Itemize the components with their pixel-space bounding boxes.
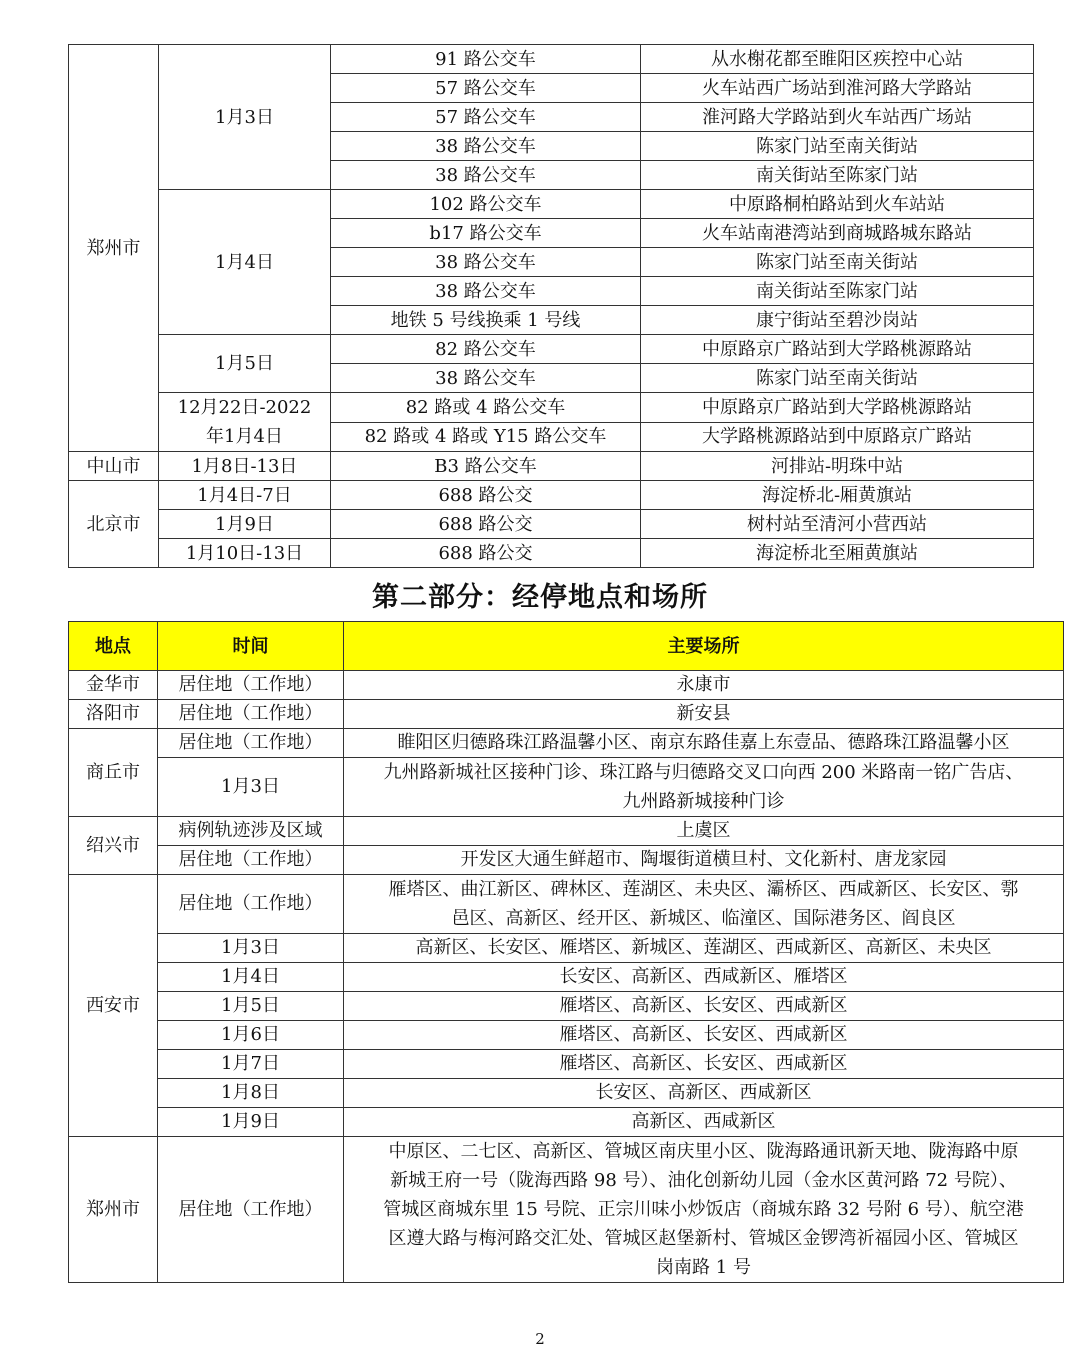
date-cell: 1月5日 — [159, 335, 331, 393]
table-row — [69, 758, 1064, 817]
venue-cell: 长安区、高新区、西咸新区 — [344, 1079, 1064, 1108]
venue-cell: 长安区、高新区、西咸新区、雁塔区 — [344, 963, 1064, 992]
venue-cell: 睢阳区归德路珠江路温馨小区、南京东路佳嘉上东壹品、德路珠江路温馨小区 — [344, 729, 1064, 758]
date-cell: 1月9日 — [159, 510, 331, 539]
venue-cell: 新安县 — [344, 700, 1064, 729]
route-cell: 82 路或 4 路公交车 — [331, 393, 641, 423]
segment-cell: 陈家门站至南关街站 — [641, 364, 1034, 393]
time-cell: 1月3日 — [158, 758, 344, 817]
table-row — [69, 846, 1064, 875]
segment-cell: 南关街站至陈家门站 — [641, 161, 1034, 190]
segment-cell: 陈家门站至南关街站 — [641, 248, 1034, 277]
segment-cell: 火车站西广场站到淮河路大学路站 — [641, 74, 1034, 103]
city-cell: 西安市 — [69, 875, 158, 1137]
table-row — [69, 992, 1064, 1021]
time-cell: 病例轨迹涉及区域 — [158, 817, 344, 846]
time-cell: 居住地（工作地） — [158, 1137, 344, 1283]
venue-cell — [344, 1137, 1064, 1283]
venue-cell: 开发区大通生鲜超市、陶堰街道横旦村、文化新村、唐龙家园 — [344, 846, 1064, 875]
venue-cell: 上虞区 — [344, 817, 1064, 846]
table-row — [69, 190, 1034, 219]
route-cell: 38 路公交车 — [331, 277, 641, 306]
city-cell: 郑州市 — [69, 1137, 158, 1283]
segment-cell: 淮河路大学路站到火车站西广场站 — [641, 103, 1034, 132]
segment-cell: 康宁街站至碧沙岗站 — [641, 306, 1034, 335]
venue-cell: 雁塔区、高新区、长安区、西咸新区 — [344, 1050, 1064, 1079]
venue-cell: 高新区、长安区、雁塔区、新城区、莲湖区、西咸新区、高新区、未央区 — [344, 934, 1064, 963]
route-cell: 38 路公交车 — [331, 364, 641, 393]
time-cell: 居住地（工作地） — [158, 729, 344, 758]
venue-cell — [344, 875, 1064, 934]
route-cell: 38 路公交车 — [331, 161, 641, 190]
segment-cell: 火车站南港湾站到商城路城东路站 — [641, 219, 1034, 248]
venue-cell: 雁塔区、高新区、长安区、西咸新区 — [344, 992, 1064, 1021]
time-cell: 居住地（工作地） — [158, 700, 344, 729]
venue-cell — [344, 758, 1064, 817]
route-cell: 688 路公交 — [331, 481, 641, 510]
route-cell: B3 路公交车 — [331, 452, 641, 481]
table-row — [69, 1050, 1064, 1079]
segment-cell: 大学路桃源路站到中原路京广路站 — [641, 422, 1034, 452]
date-line-2: 年1月4日 — [206, 426, 283, 447]
table-row — [69, 481, 1034, 510]
table-row — [69, 817, 1064, 846]
table-row — [69, 1108, 1064, 1137]
table-row — [69, 393, 1034, 423]
venue-cell: 永康市 — [344, 671, 1064, 700]
city-cell: 商丘市 — [69, 729, 158, 817]
date-line-1: 12月22日-2022 — [177, 397, 312, 418]
city-cell: 中山市 — [69, 452, 159, 481]
route-cell: 38 路公交车 — [331, 132, 641, 161]
venue-line: 雁塔区、曲江新区、碑林区、莲湖区、未央区、灞桥区、西咸新区、长安区、鄠 — [388, 879, 1019, 900]
route-cell: b17 路公交车 — [331, 219, 641, 248]
venue-line: 九州路新城接种门诊 — [622, 791, 785, 812]
segment-cell: 海淀桥北-厢黄旗站 — [641, 481, 1034, 510]
date-cell: 1月3日 — [159, 45, 331, 190]
section-title: 第二部分：经停地点和场所 — [372, 582, 708, 613]
time-cell: 1月4日 — [158, 963, 344, 992]
time-cell: 1月7日 — [158, 1050, 344, 1079]
table-row — [69, 539, 1034, 568]
segment-cell: 陈家门站至南关街站 — [641, 132, 1034, 161]
table-row — [69, 452, 1034, 481]
segment-cell: 从水榭花都至睢阳区疾控中心站 — [641, 45, 1034, 74]
table-row — [69, 510, 1034, 539]
route-cell: 102 路公交车 — [331, 190, 641, 219]
time-cell: 居住地（工作地） — [158, 846, 344, 875]
table-row — [69, 671, 1064, 700]
segment-cell: 海淀桥北至厢黄旗站 — [641, 539, 1034, 568]
time-cell: 1月9日 — [158, 1108, 344, 1137]
time-cell: 1月5日 — [158, 992, 344, 1021]
route-cell: 82 路公交车 — [331, 335, 641, 364]
time-cell: 1月6日 — [158, 1021, 344, 1050]
table-row — [69, 700, 1064, 729]
venue-line: 新城王府一号（陇海西路 98 号）、油化创新幼儿园（金水区黄河路 72 号院）、 — [390, 1170, 1017, 1191]
segment-cell: 河排站-明珠中站 — [641, 452, 1034, 481]
time-cell: 1月8日 — [158, 1079, 344, 1108]
venue-line: 区遵大路与梅河路交汇处、管城区赵堡新村、管城区金锣湾祈福园小区、管城区 — [388, 1228, 1019, 1249]
city-cell: 洛阳市 — [69, 700, 158, 729]
time-cell: 1月3日 — [158, 934, 344, 963]
table-row — [69, 1079, 1064, 1108]
header-venue: 主要场所 — [344, 622, 1064, 671]
city-cell: 北京市 — [69, 481, 159, 568]
date-cell: 1月4日 — [159, 190, 331, 335]
date-cell: 1月10日-13日 — [159, 539, 331, 568]
segment-cell: 南关街站至陈家门站 — [641, 277, 1034, 306]
table-row — [69, 963, 1064, 992]
time-cell: 居住地（工作地） — [158, 671, 344, 700]
route-cell: 82 路或 4 路或 Y15 路公交车 — [331, 422, 641, 452]
time-cell: 居住地（工作地） — [158, 875, 344, 934]
city-cell: 绍兴市 — [69, 817, 158, 875]
venue-cell: 雁塔区、高新区、长安区、西咸新区 — [344, 1021, 1064, 1050]
bus-routes-table — [68, 44, 1034, 568]
segment-cell: 中原路桐柏路站到火车站站 — [641, 190, 1034, 219]
venue-line: 管城区商城东里 15 号院、正宗川味小炒饭店（商城东路 32 号附 6 号）、航空港 — [383, 1199, 1024, 1220]
date-cell: 1月8日-13日 — [159, 452, 331, 481]
route-cell: 地铁 5 号线换乘 1 号线 — [331, 306, 641, 335]
route-cell: 688 路公交 — [331, 539, 641, 568]
city-cell: 金华市 — [69, 671, 158, 700]
date-cell: 1月4日-7日 — [159, 481, 331, 510]
header-place: 地点 — [69, 622, 158, 671]
route-cell: 91 路公交车 — [331, 45, 641, 74]
segment-cell: 树村站至清河小营西站 — [641, 510, 1034, 539]
date-cell — [159, 393, 331, 452]
venue-line: 岗南路 1 号 — [656, 1257, 751, 1278]
table-row — [69, 1021, 1064, 1050]
segment-cell: 中原路京广路站到大学路桃源路站 — [641, 335, 1034, 364]
table-row — [69, 1137, 1064, 1283]
venues-table — [68, 621, 1064, 1283]
venue-line: 邑区、高新区、经开区、新城区、临潼区、国际港务区、阎良区 — [451, 908, 956, 929]
table-row — [69, 335, 1034, 364]
page-number: 2 — [535, 1330, 545, 1348]
venue-line: 中原区、二七区、高新区、管城区南庆里小区、陇海路通讯新天地、陇海路中原 — [388, 1141, 1019, 1162]
venue-cell: 高新区、西咸新区 — [344, 1108, 1064, 1137]
route-cell: 57 路公交车 — [331, 74, 641, 103]
table-row — [69, 934, 1064, 963]
route-cell: 57 路公交车 — [331, 103, 641, 132]
route-cell: 688 路公交 — [331, 510, 641, 539]
table-row — [69, 875, 1064, 934]
table-row — [69, 45, 1034, 74]
venue-line: 九州路新城社区接种门诊、珠江路与归德路交叉口向西 200 米路南一铭广告店、 — [383, 762, 1024, 783]
table-row — [69, 729, 1064, 758]
header-row — [69, 622, 1064, 671]
route-cell: 38 路公交车 — [331, 248, 641, 277]
header-time: 时间 — [158, 622, 344, 671]
segment-cell: 中原路京广路站到大学路桃源路站 — [641, 393, 1034, 423]
city-cell: 郑州市 — [69, 45, 159, 452]
